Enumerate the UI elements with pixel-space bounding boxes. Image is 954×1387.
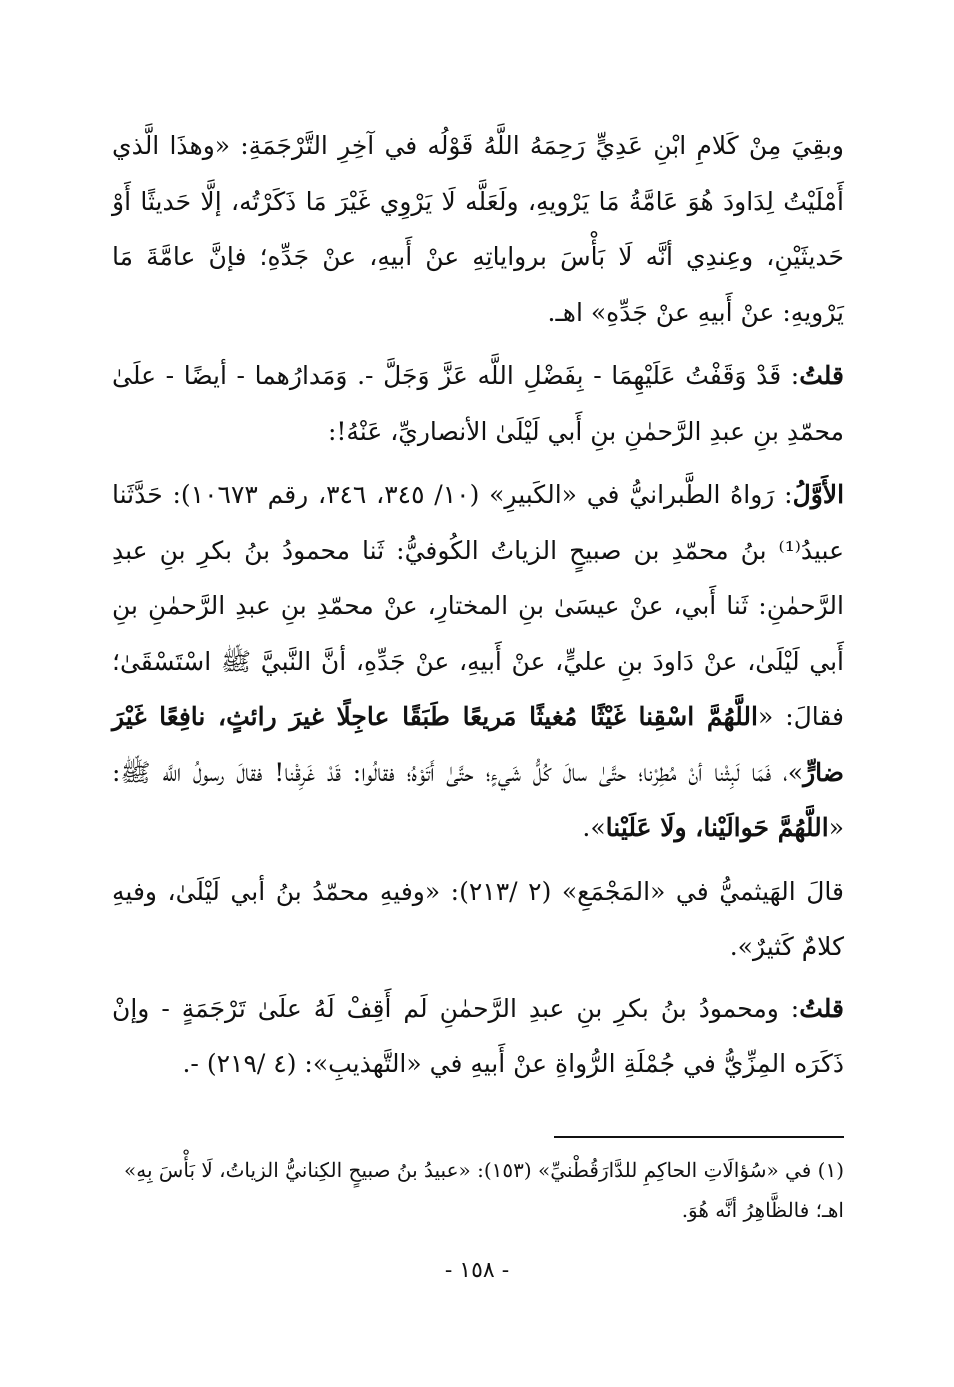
paragraph-qultu-2 [112, 981, 844, 1092]
paragraph-lead: قلتُ [799, 993, 844, 1023]
footnote: (١) في «سُؤالَاتِ الحاكِمِ للدَّارَقُطْنيِّ» (١٥٣): «عبيدُ بنُ صبيحٍ الكِنانيُّ الزياتُ، لَا بَأْسَ بِهِ» اهـ؛ فالظَّاهِرُ أنَّه هُوَ. [124, 1158, 844, 1222]
paragraph-lead: الأَوَّلُ [792, 480, 845, 509]
paragraph-ibn-adi-quote [112, 118, 844, 340]
paragraph-text-after: ». [582, 813, 606, 842]
paragraph-text: : قَدْ وَقَفْتُ عَلَيْهِمَا - بِفَضْلِ اللَّه عَزَّ وَجَلَّ -. وَمَدارُهما - أيضًا - علَىٰ محمّدِ بنِ عبدِ الرَّحمٰنِ بنِ أَبي لَيْلَىٰ الأنصاريِّ، عَنْهُ!: [112, 361, 844, 446]
paragraph-first-hadith [112, 467, 844, 856]
paragraph-haythami [112, 864, 844, 975]
page-number: - ١٥٨ - [444, 1258, 510, 1283]
footnote-divider [554, 1136, 844, 1138]
paragraph-lead: قلتُ [799, 361, 844, 390]
hadith-text-highlight-2: اللَّهُمَّ حَوالَيْنا، ولَا عَلَيْنا [605, 813, 829, 842]
paragraph-qultu-1 [112, 348, 844, 459]
paragraph-text-middle: »، فَمَا لَبِثْنا أنْ مُطِرْنا؛ حتَّىٰ سالَ كُلُّ شَيءٍ؛ حتَّىٰ أَتَوْهُ؛ فقالُوا: قَدْ غَرِقْنا! فقالَ رسولُ اللَّه ﷺ: « [112, 757, 844, 842]
main-text [112, 118, 844, 1092]
paragraph-text: وبقِيَ مِنْ كَلامِ ابْنِ عَدِيٍّ رَحِمَهُ اللَّهُ قَوْلُه في آخِرِ التَّرْجَمَةِ: «وهذَا الَّذي أَمْلَيْتُ لِدَاودَ هُوَ عَامَّةُ مَا يَرْويهِ، ولَعَلَّه لَا يَرْوِي غَيْرَ مَا ذَكَرْتُه، إلَّا حَديثًا أَوْ حَديثَيْنِ، وعِندِي أنَّه لَا بَأْسَ برواياتِهِ عنْ أَبيهِ، عنْ جَدِّهِ؛ فإنَّ عامَّةَ مَا يَرْويهِ: عنْ أَبيهِ عنْ جَدِّهِ» اهـ. [112, 131, 844, 327]
paragraph-text: : ومحمودُ بنُ بكرِ بنِ عبدِ الرَّحمٰنِ لَم أَقِفْ لَهُ علَىٰ تَرْجَمَةٍ - وإنْ ذَكَرَه المِزِّيُّ في جُمْلَةِ الرُّواةِ عنْ أَبيهِ في «التَّهذيبِ»: (٤ /٢١٩) -. [112, 993, 844, 1078]
paragraph-text: قالَ الهَيثميُّ في «المَجْمَعِ» (٢ /٢١٣): «وفيهِ محمّدُ بنُ أبي لَيْلَىٰ، وفيهِ كلامٌ كَثيرٌ». [112, 876, 844, 961]
hadith-text-highlight-1: اللَّهُمَّ اسْقِنا غَيْثًا مُغيثًا مَريعًا طَبَقًا عاجِلًا غيرَ رائثٍ، نافِعًا غَيْرَ ضارٍّ [112, 702, 844, 787]
paragraph-text-before: : رَواهُ الطَّبرانيُّ في «الكَبيرِ» (١٠/ ٣٤٥، ٣٤٦، رقم ١٠٦٧٣): حَدَّثَنا عبيدُ⁽¹⁾ بنُ محمّدِ بن صبيحٍ الزياتُ الكُوفيُّ: ثَنا محمودُ بنُ بكرِ بنِ عبدِ الرَّحمٰنِ: ثَنا أَبي، عنْ عيسَىٰ بنِ المختارِ، عنْ محمّدِ بنِ عبدِ الرَّحمٰنِ بنِ أَبي لَيْلَىٰ، عنْ دَاودَ بنِ عليٍّ، عنْ أَبيهِ، عنْ جَدِّهِ، أنَّ النَّبيَّ ﷺ اسْتَسْقَىٰ؛ فقالَ: « [112, 480, 845, 731]
